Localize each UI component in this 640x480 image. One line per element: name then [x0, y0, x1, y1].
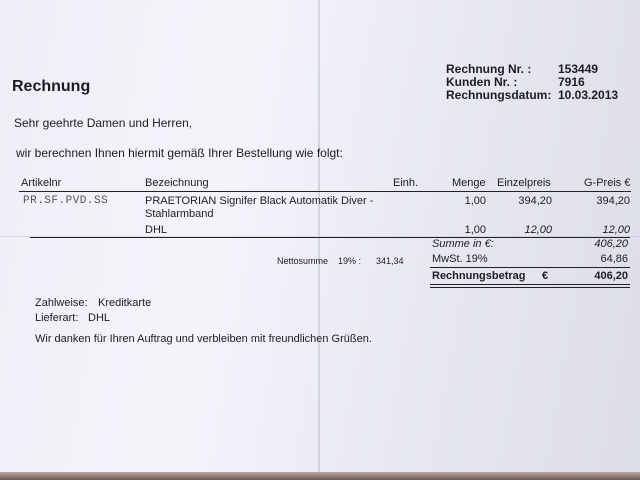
netto-rate: 19% :	[338, 256, 362, 266]
header-menge: Menge	[452, 177, 486, 189]
header-einh: Einh.	[393, 177, 419, 189]
row-einzelpreis: 12,00	[524, 224, 552, 236]
row-menge: 1,00	[464, 195, 486, 207]
vat-value: 64,86	[600, 253, 628, 265]
closing-text: Wir danken für Ihren Auftrag und verbleiben mit freundlichen Grüßen.	[35, 333, 372, 345]
row-bezeichnung-line2: Stahlarmband	[145, 208, 214, 220]
header-gpreis: G-Preis €	[584, 177, 631, 189]
grand-total-currency: €	[542, 270, 549, 282]
row-gpreis: 12,00	[602, 224, 630, 236]
paper-fold-vertical	[318, 0, 320, 480]
delivery-method: DHL	[88, 312, 111, 324]
header-bezeichnung: Bezeichnung	[145, 177, 209, 189]
row-artikelnr: PR.SF.PVD.SS	[23, 195, 109, 207]
customer-no-label: Kunden Nr. :	[446, 75, 518, 89]
table-surface	[0, 472, 640, 480]
vat-label: MwSt. 19%	[432, 253, 488, 265]
payment-method: Kreditkarte	[98, 297, 152, 309]
delivery-label: Lieferart:	[35, 312, 79, 324]
row-einzelpreis: 394,20	[518, 195, 552, 207]
sum-value: 406,20	[594, 238, 628, 250]
payment-method-label: Zahlweise:	[35, 297, 88, 309]
grand-total-label: Rechnungsbetrag	[432, 270, 526, 282]
row-bezeichnung: DHL	[145, 224, 168, 236]
date-label: Rechnungsdatum:	[446, 88, 552, 102]
greeting: Sehr geehrte Damen und Herren,	[14, 116, 193, 130]
invoice-no: 153449	[558, 62, 599, 76]
header-divider	[19, 191, 631, 192]
customer-no: 7916	[558, 75, 585, 89]
netto-label: Nettosumme	[277, 256, 329, 266]
page-title: Rechnung	[12, 78, 91, 95]
grand-total-underline-2	[430, 287, 630, 288]
grand-total-underline-1	[430, 284, 630, 285]
row-bezeichnung: PRAETORIAN Signifer Black Automatik Diver -	[145, 195, 374, 207]
totals-divider	[430, 267, 630, 268]
sum-label: Summe in €:	[432, 238, 494, 250]
header-einzelpreis: Einzelpreis	[497, 177, 551, 189]
row-menge: 1,00	[464, 224, 486, 236]
netto-value: 341,34	[376, 256, 404, 266]
header-artikelnr: Artikelnr	[21, 177, 62, 189]
invoice-date: 10.03.2013	[558, 88, 619, 102]
table-bottom-divider	[30, 237, 630, 238]
intro-text: wir berechnen Ihnen hiermit gemäß Ihrer Bestellung wie folgt:	[16, 146, 343, 160]
invoice-no-label: Rechnung Nr. :	[446, 62, 532, 76]
grand-total-value: 406,20	[594, 270, 628, 282]
row-gpreis: 394,20	[596, 195, 630, 207]
